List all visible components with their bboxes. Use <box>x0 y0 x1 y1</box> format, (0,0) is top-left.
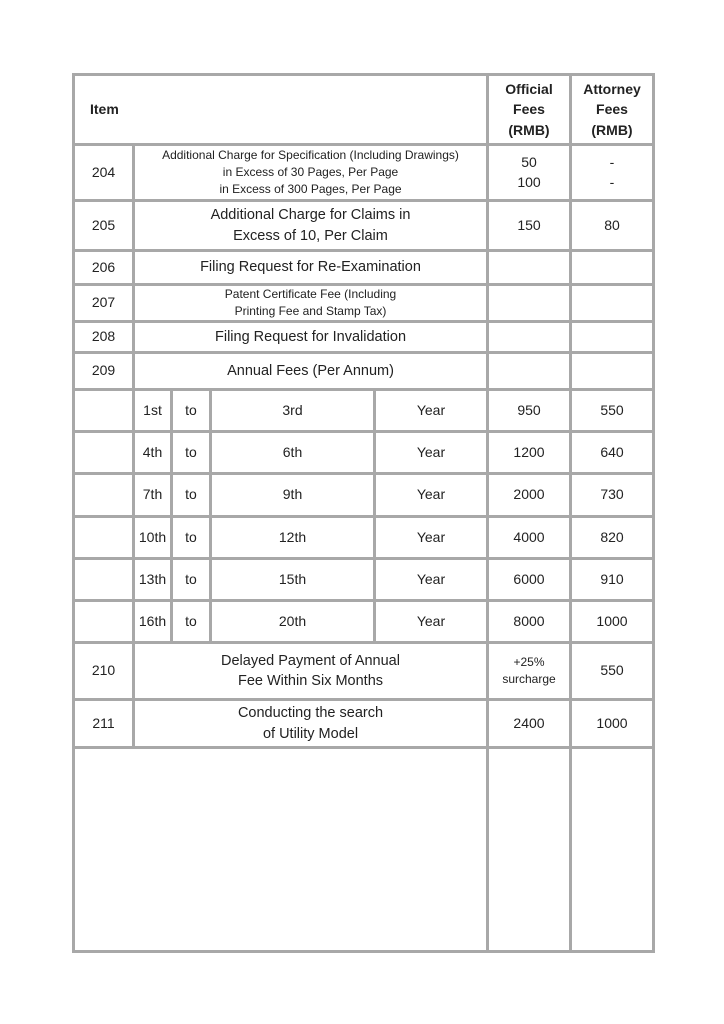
official-fee <box>489 518 569 557</box>
attorney-fee <box>572 354 652 388</box>
attorney-fee <box>572 518 652 557</box>
official-fee <box>489 560 569 599</box>
item-description-text: in Excess of 300 Pages, Per Page <box>219 181 402 196</box>
annual-from-year <box>135 518 170 557</box>
item-description-text: Excess of 10, Per Claim <box>233 227 388 244</box>
header-attorney-fees-text: Fees <box>596 101 628 118</box>
item-description-text: Conducting the search <box>237 705 384 722</box>
item-code <box>75 323 132 351</box>
annual-to-word <box>173 391 209 430</box>
annual-from-year-text: 13th <box>138 570 167 587</box>
official-fee <box>489 323 569 351</box>
annual-from-year <box>135 391 170 430</box>
header-attorney-fees-text: Attorney <box>583 81 641 98</box>
attorney-fee <box>572 146 652 199</box>
attorney-fee <box>572 560 652 599</box>
item-description-text: Annual Fees (Per Annum) <box>227 362 394 379</box>
item-description <box>135 146 486 199</box>
annual-unit <box>376 391 486 430</box>
annual-unit <box>376 433 486 472</box>
official-fee-text: surcharge <box>502 672 556 686</box>
attorney-fee-text: 1000 <box>596 714 628 731</box>
attorney-fee-text: 1000 <box>596 612 628 629</box>
attorney-fee-text: 550 <box>600 662 624 679</box>
official-fee-text: 6000 <box>513 570 545 587</box>
annual-to-word-text: to <box>185 486 197 503</box>
annual-to-word-text: to <box>185 570 197 587</box>
annual-to-year <box>212 518 373 557</box>
attorney-fee <box>572 286 652 320</box>
item-description-text: Filing Request for Invalidation <box>214 328 407 345</box>
attorney-fee-text: 910 <box>600 570 624 587</box>
item-description-text: Fee Within Six Months <box>237 673 384 689</box>
annual-to-word <box>173 518 209 557</box>
annual-from-year-text: 10th <box>138 528 167 545</box>
header-official-fees-text: (RMB) <box>508 121 550 138</box>
item-code <box>75 202 132 249</box>
annual-to-year <box>212 602 373 641</box>
item-code-text: 210 <box>91 662 116 679</box>
official-fee-text: 50 <box>521 153 537 170</box>
annual-from-year <box>135 602 170 641</box>
official-fee-text: +25% <box>513 655 545 670</box>
official-fee <box>489 252 569 283</box>
official-fee <box>489 433 569 472</box>
attorney-fee <box>572 252 652 283</box>
official-fee <box>489 701 569 746</box>
official-fee <box>489 644 569 698</box>
item-code-text: 208 <box>91 328 116 345</box>
item-code-text: 205 <box>91 216 116 233</box>
annual-to-year-text: 15th <box>278 570 307 587</box>
annual-to-word-text: to <box>185 401 197 418</box>
item-description <box>135 323 486 351</box>
annual-to-word <box>173 560 209 599</box>
attorney-fee-text: 730 <box>600 486 624 503</box>
item-description <box>135 252 486 283</box>
attorney-fee <box>572 475 652 515</box>
attorney-fee-text: - <box>609 173 615 190</box>
annual-from-year <box>135 560 170 599</box>
official-fee-text: 950 <box>517 401 541 418</box>
item-description-text: Additional Charge for Specification (Including Drawings) <box>162 148 459 163</box>
annual-to-year <box>212 433 373 472</box>
annual-to-year <box>212 475 373 515</box>
annual-to-year-text: 6th <box>282 443 303 460</box>
item-code <box>75 146 132 199</box>
annual-unit-text: Year <box>416 443 446 460</box>
item-description-text: Delayed Payment of Annual <box>221 652 400 669</box>
attorney-fee-text: 80 <box>604 216 620 233</box>
annual-to-year-text: 3rd <box>282 401 303 418</box>
item-description-text: Additional Charge for Claims in <box>210 207 411 224</box>
item-code <box>75 354 132 388</box>
header-attorney-fees-text: (RMB) <box>591 121 633 138</box>
header-official-fees-text: Official <box>505 81 553 98</box>
official-fee-text: 2000 <box>513 486 545 503</box>
annual-to-word <box>173 602 209 641</box>
annual-from-year-text: 4th <box>142 443 163 460</box>
official-fee <box>489 286 569 320</box>
annual-unit <box>376 518 486 557</box>
attorney-fee-text: 820 <box>600 528 624 545</box>
official-fee <box>489 602 569 641</box>
annual-unit-text: Year <box>416 570 446 587</box>
item-description <box>135 354 486 388</box>
official-fee-text: 8000 <box>513 612 545 629</box>
header-attorney-fees <box>572 76 652 143</box>
official-fee <box>489 391 569 430</box>
official-fee <box>489 146 569 199</box>
annual-to-word <box>173 433 209 472</box>
annual-unit <box>376 602 486 641</box>
attorney-fee <box>572 391 652 430</box>
official-fee <box>489 354 569 388</box>
annual-to-year <box>212 391 373 430</box>
table-border-right <box>652 73 655 953</box>
header-item-text: Item <box>90 101 119 118</box>
attorney-fee <box>572 602 652 641</box>
annual-unit <box>376 475 486 515</box>
annual-from-year <box>135 475 170 515</box>
item-description-text: Patent Certificate Fee (Including <box>224 287 397 302</box>
annual-unit-text: Year <box>416 528 446 545</box>
official-fee-text: 150 <box>517 216 541 233</box>
official-fee <box>489 202 569 249</box>
annual-unit-text: Year <box>416 612 446 629</box>
annual-to-year-text: 20th <box>278 612 307 629</box>
item-description-text: in Excess of 30 Pages, Per Page <box>222 165 399 180</box>
header-item <box>75 76 486 143</box>
annual-to-year-text: 12th <box>278 528 307 545</box>
row-divider <box>72 746 655 749</box>
annual-unit <box>376 560 486 599</box>
header-official-fees <box>489 76 569 143</box>
item-code <box>75 701 132 746</box>
item-description <box>135 286 486 320</box>
item-description-text: of Utility Model <box>262 725 359 742</box>
attorney-fee <box>572 433 652 472</box>
item-code <box>75 286 132 320</box>
official-fee <box>489 475 569 515</box>
annual-unit-text: Year <box>416 401 446 418</box>
annual-to-word-text: to <box>185 528 197 545</box>
annual-from-year <box>135 433 170 472</box>
item-code-text: 211 <box>92 714 115 731</box>
annual-from-year-text: 16th <box>138 612 167 629</box>
item-code-text: 207 <box>91 294 116 311</box>
attorney-fee-text: - <box>609 153 615 170</box>
item-description <box>135 701 486 746</box>
table-border-bottom <box>72 950 655 953</box>
item-code-text: 204 <box>91 163 116 180</box>
annual-from-year-text: 1st <box>143 401 162 418</box>
official-fee-text: 2400 <box>513 714 545 731</box>
item-code <box>75 252 132 283</box>
attorney-fee-text: 640 <box>600 443 624 460</box>
annual-to-year-text: 9th <box>282 486 303 503</box>
official-fee-text: 1200 <box>513 443 545 460</box>
item-code-text: 209 <box>91 362 116 379</box>
annual-unit-text: Year <box>416 486 446 503</box>
annual-to-year <box>212 560 373 599</box>
attorney-fee <box>572 644 652 698</box>
attorney-fee <box>572 202 652 249</box>
item-description-text: Printing Fee and Stamp Tax) <box>234 304 387 318</box>
item-code <box>75 644 132 698</box>
item-description <box>135 644 486 698</box>
item-description-text: Filing Request for Re-Examination <box>200 259 421 276</box>
official-fee-text: 4000 <box>513 528 545 545</box>
attorney-fee <box>572 701 652 746</box>
annual-to-word-text: to <box>185 612 197 629</box>
item-description <box>135 202 486 249</box>
attorney-fee <box>572 323 652 351</box>
header-official-fees-text: Fees <box>513 101 545 118</box>
annual-to-word <box>173 475 209 515</box>
annual-from-year-text: 7th <box>142 486 163 503</box>
attorney-fee-text: 550 <box>600 401 624 418</box>
item-code-text: 206 <box>91 258 116 275</box>
official-fee-text: 100 <box>517 173 541 190</box>
annual-to-word-text: to <box>185 443 197 460</box>
